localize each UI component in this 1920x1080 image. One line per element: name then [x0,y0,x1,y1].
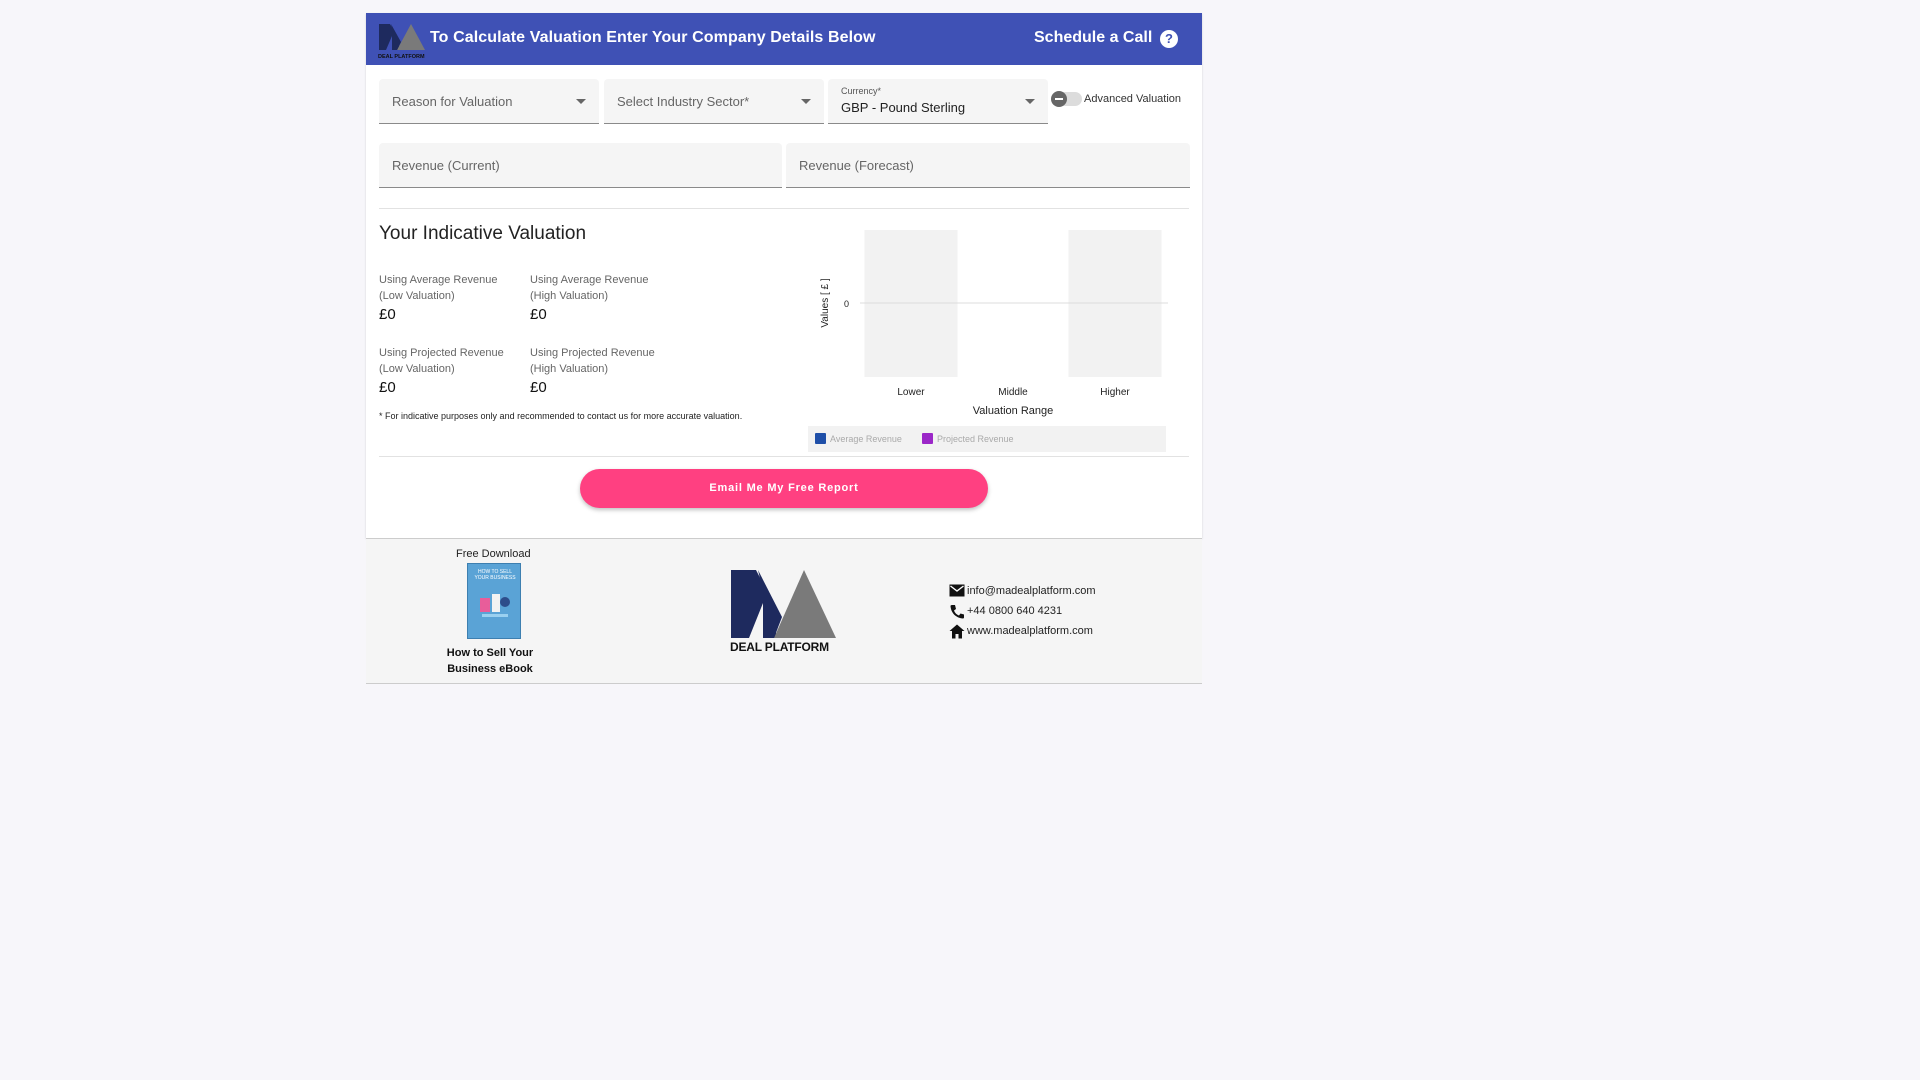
home-icon [949,624,965,639]
metric-label: Using Average Revenue [530,274,649,286]
chart-x-tick: Middle [998,387,1028,398]
metric-label: Using Average Revenue [379,274,498,286]
chart-legend-label: Projected Revenue [937,434,1014,444]
revenue-forecast-field[interactable] [786,143,1190,188]
schedule-call-link[interactable]: Schedule a Call [1034,29,1153,46]
chart-legend-label: Average Revenue [830,434,902,444]
valuation-card [366,13,1202,538]
advanced-valuation-label: Advanced Valuation [1084,93,1182,105]
metric-proj-low [379,345,524,396]
chart-y-tick: 0 [843,299,849,309]
ebook-cover-text: HOW TO SELL YOUR BUSINESS [474,569,516,581]
metric-value: £0 [530,379,547,396]
ebook-cover[interactable] [467,563,521,639]
ebook-illustration [478,590,512,620]
metric-label: (Low Valuation) [379,290,455,302]
email-report-button[interactable]: Email Me My Free Report [580,469,988,508]
revenue-current-input[interactable] [379,143,782,187]
valuation-chart [806,225,1186,455]
ebook-title[interactable]: How to Sell Your Business eBook [446,647,534,675]
svg-text:DEAL PLATFORM: DEAL PLATFORM [378,54,425,60]
help-icon[interactable]: ? [1160,30,1178,48]
metric-label: Using Projected Revenue [379,347,504,359]
metric-proj-high [530,345,675,396]
metric-label: (High Valuation) [530,363,609,375]
divider [379,456,1189,457]
advanced-valuation-toggle[interactable] [1052,92,1082,106]
metric-label: Using Projected Revenue [530,347,655,359]
phone-icon [949,604,965,619]
chart-y-label: Values [ £ ] [820,278,831,328]
industry-placeholder: Select Industry Sector* [617,94,750,109]
page-title: To Calculate Valuation Enter Your Company Details Below [430,29,876,46]
phone-text: +44 0800 640 4231 [967,605,1063,617]
metric-label: (High Valuation) [530,290,609,302]
deal-platform-logo [377,20,427,60]
chart-x-label: Valuation Range [972,405,1054,417]
industry-select[interactable] [604,79,824,124]
chart-legend-swatch [922,433,933,444]
revenue-forecast-input[interactable] [786,143,1190,187]
metric-avg-low [379,272,524,323]
metric-value: £0 [530,306,547,323]
currency-select[interactable] [828,79,1048,124]
reason-placeholder: Reason for Valuation [392,94,513,109]
chevron-down-icon [576,99,586,104]
chevron-down-icon [1025,99,1035,104]
currency-value: GBP - Pound Sterling [841,100,966,115]
chevron-down-icon [801,99,811,104]
header-bar [366,13,1202,65]
footer [366,538,1202,684]
chart-x-tick: Lower [897,387,925,398]
valuation-title: Your Indicative Valuation [379,223,587,244]
toggle-knob [1051,91,1067,107]
metric-avg-high [530,272,675,323]
metric-value: £0 [379,306,396,323]
divider [379,208,1189,209]
chart-legend-swatch [815,433,826,444]
website-text: www.madealplatform.com [967,625,1093,637]
mail-icon [949,584,965,597]
free-download-label: Free Download [456,548,531,560]
metric-label: (Low Valuation) [379,363,455,375]
chart-x-tick: Higher [1100,387,1130,398]
deal-platform-logo [730,569,838,639]
disclaimer-text: * For indicative purposes only and recommended to contact us for more accurate valuation. [379,411,743,421]
email-text: info@madealplatform.com [967,585,1096,597]
reason-select[interactable] [379,79,599,124]
revenue-current-field[interactable] [379,143,782,188]
logo-text: DEAL PLATFORM [730,640,829,654]
metric-value: £0 [379,379,396,396]
currency-label: Currency* [841,86,882,96]
